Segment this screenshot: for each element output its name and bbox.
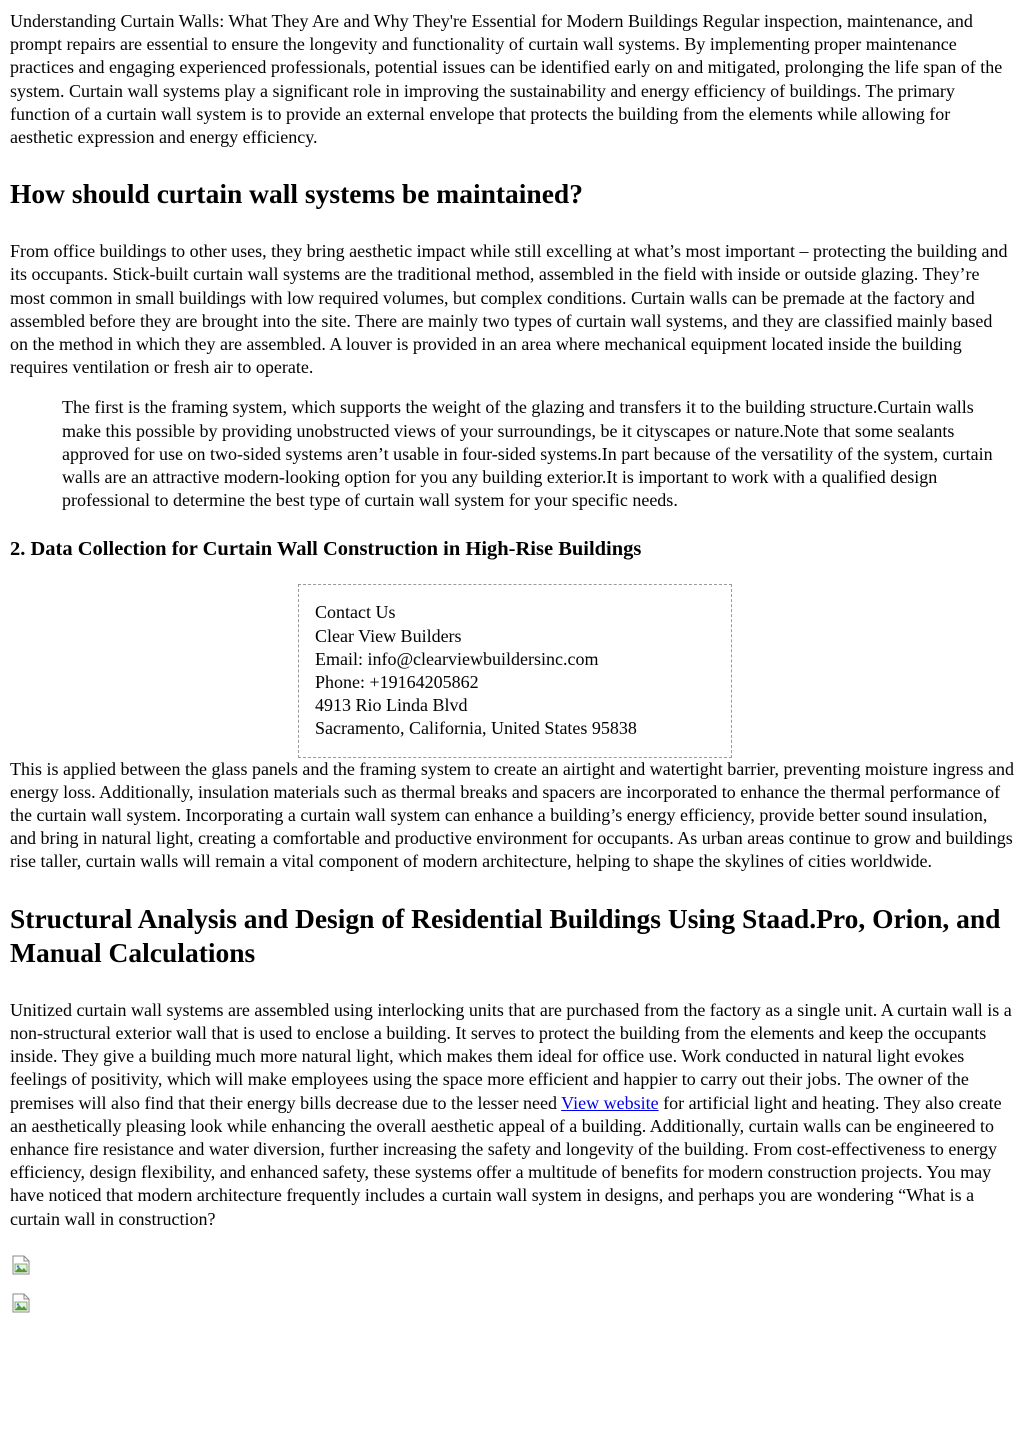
contact-phone: Phone: +19164205862 — [315, 672, 479, 693]
paragraph-unitized — [10, 999, 1014, 1231]
paragraph-types: From office buildings to other uses, they bring aesthetic impact while still excelling at what’s most important – protecting the building and its occupants. Stick-built curtain wall systems are the traditional method, assembled in the field with inside or outside glazing. They’re most common in small buildings with low required volumes, but complex conditions. Curtain walls can be premade at the factory and assembled before they are brought into the site. There are mainly two types of curtain wall systems, and they are classified mainly based on the method in which they are assembled. A louver is provided in an area where mechanical equipment located inside the building requires ventilation or fresh air to operate. — [10, 241, 1008, 378]
broken-image-icon — [12, 1293, 30, 1313]
intro-paragraph: Understanding Curtain Walls: What They Are and Why They're Essential for Modern Buildings Regular inspection, maintenance, and prompt repairs are essential to ensure the longevity and functionality of curtain wall systems. By implementing proper maintenance practices and engaging experienced professionals, potential issues can be identified early on and mitigated, prolonging the life span of the system. Curtain wall systems play a significant role in improving the sustainability and energy efficiency of buildings. The primary function of a curtain wall system is to provide an external envelope that protects the building from the elements while allowing for aesthetic expression and energy efficiency. — [10, 11, 1003, 148]
paragraph-sealant: This is applied between the glass panels and the framing system to create an airtight and watertight barrier, preventing moisture ingress and energy loss. Additionally, insulation materials such as thermal breaks and spacers are incorporated to enhance the thermal performance of the curtain wall system. Incorporating a curtain wall system can enhance a building’s energy efficiency, provide better sound insulation, and bring in natural light, creating a comfortable and productive environment for occupants. As urban areas continue to grow and buildings rise taller, curtain walls will remain a vital component of modern architecture, helping to shape the skylines of cities worldwide. — [10, 758, 1014, 872]
contact-box — [298, 584, 732, 757]
contact-email: Email: info@clearviewbuildersinc.com — [315, 648, 599, 669]
paragraph-unitized-text-1: Unitized curtain wall systems are assembled using interlocking units that are purchased from the factory as a single unit. A curtain wall is a non-structural exterior wall that is used to enclose a building. It serves to protect the building from the elements and keep the occupants inside. They give a building much more natural light, which makes them ideal for office use. Work conducted in natural light evokes feelings of positivity, which will make employees using the space more efficient and happier to carry out their jobs. The owner of the premises will also find that their energy bills decrease due to the lesser need — [10, 999, 1012, 1113]
quote-block — [62, 396, 1002, 512]
quote-text: The first is the framing system, which supports the weight of the glazing and transfers it to the building structure.Curtain walls make this possible by providing unobstructed views of your surroundings, be it cityscapes or nature.Note that some sealants approved for use on two-sided systems aren’t usable in four-sided systems.In part because of the versatility of the system, curtain walls are an attractive modern-looking option for you any building exterior.It is important to work with a qualified design professional to determine the best type of curtain wall system for your specific needs. — [62, 397, 993, 511]
paragraph-unitized-text-2: for artificial light and heating. They also create an aesthetically pleasing look while enhancing the overall aesthetic appeal of a building. Additionally, curtain walls can be engineered to enhance fire resistance and water diversion, further increasing the safety and longevity of the building. From cost-effectiveness to energy efficiency, design flexibility, and enhanced safety, these systems offer a multitude of benefits for modern construction projects. You may have noticed that modern architecture frequently includes a curtain wall system in designs, and perhaps you are wondering “What is a curtain wall in construction? — [10, 1092, 1002, 1229]
contact-company: Clear View Builders — [315, 625, 462, 646]
contact-title: Contact Us — [315, 602, 396, 623]
heading-structural-analysis: Structural Analysis and Design of Residential Buildings Using Staad.Pro, Orion, and Manual Calculations — [10, 902, 1001, 968]
contact-street: 4913 Rio Linda Blvd — [315, 695, 468, 716]
heading-data-collection: 2. Data Collection for Curtain Wall Construction in High-Rise Buildings — [10, 538, 642, 561]
broken-image-icon — [12, 1255, 30, 1275]
view-website-link[interactable]: View website — [561, 1092, 659, 1113]
heading-maintenance: How should curtain wall systems be maintained? — [10, 178, 583, 210]
contact-city: Sacramento, California, United States 95838 — [315, 718, 637, 739]
